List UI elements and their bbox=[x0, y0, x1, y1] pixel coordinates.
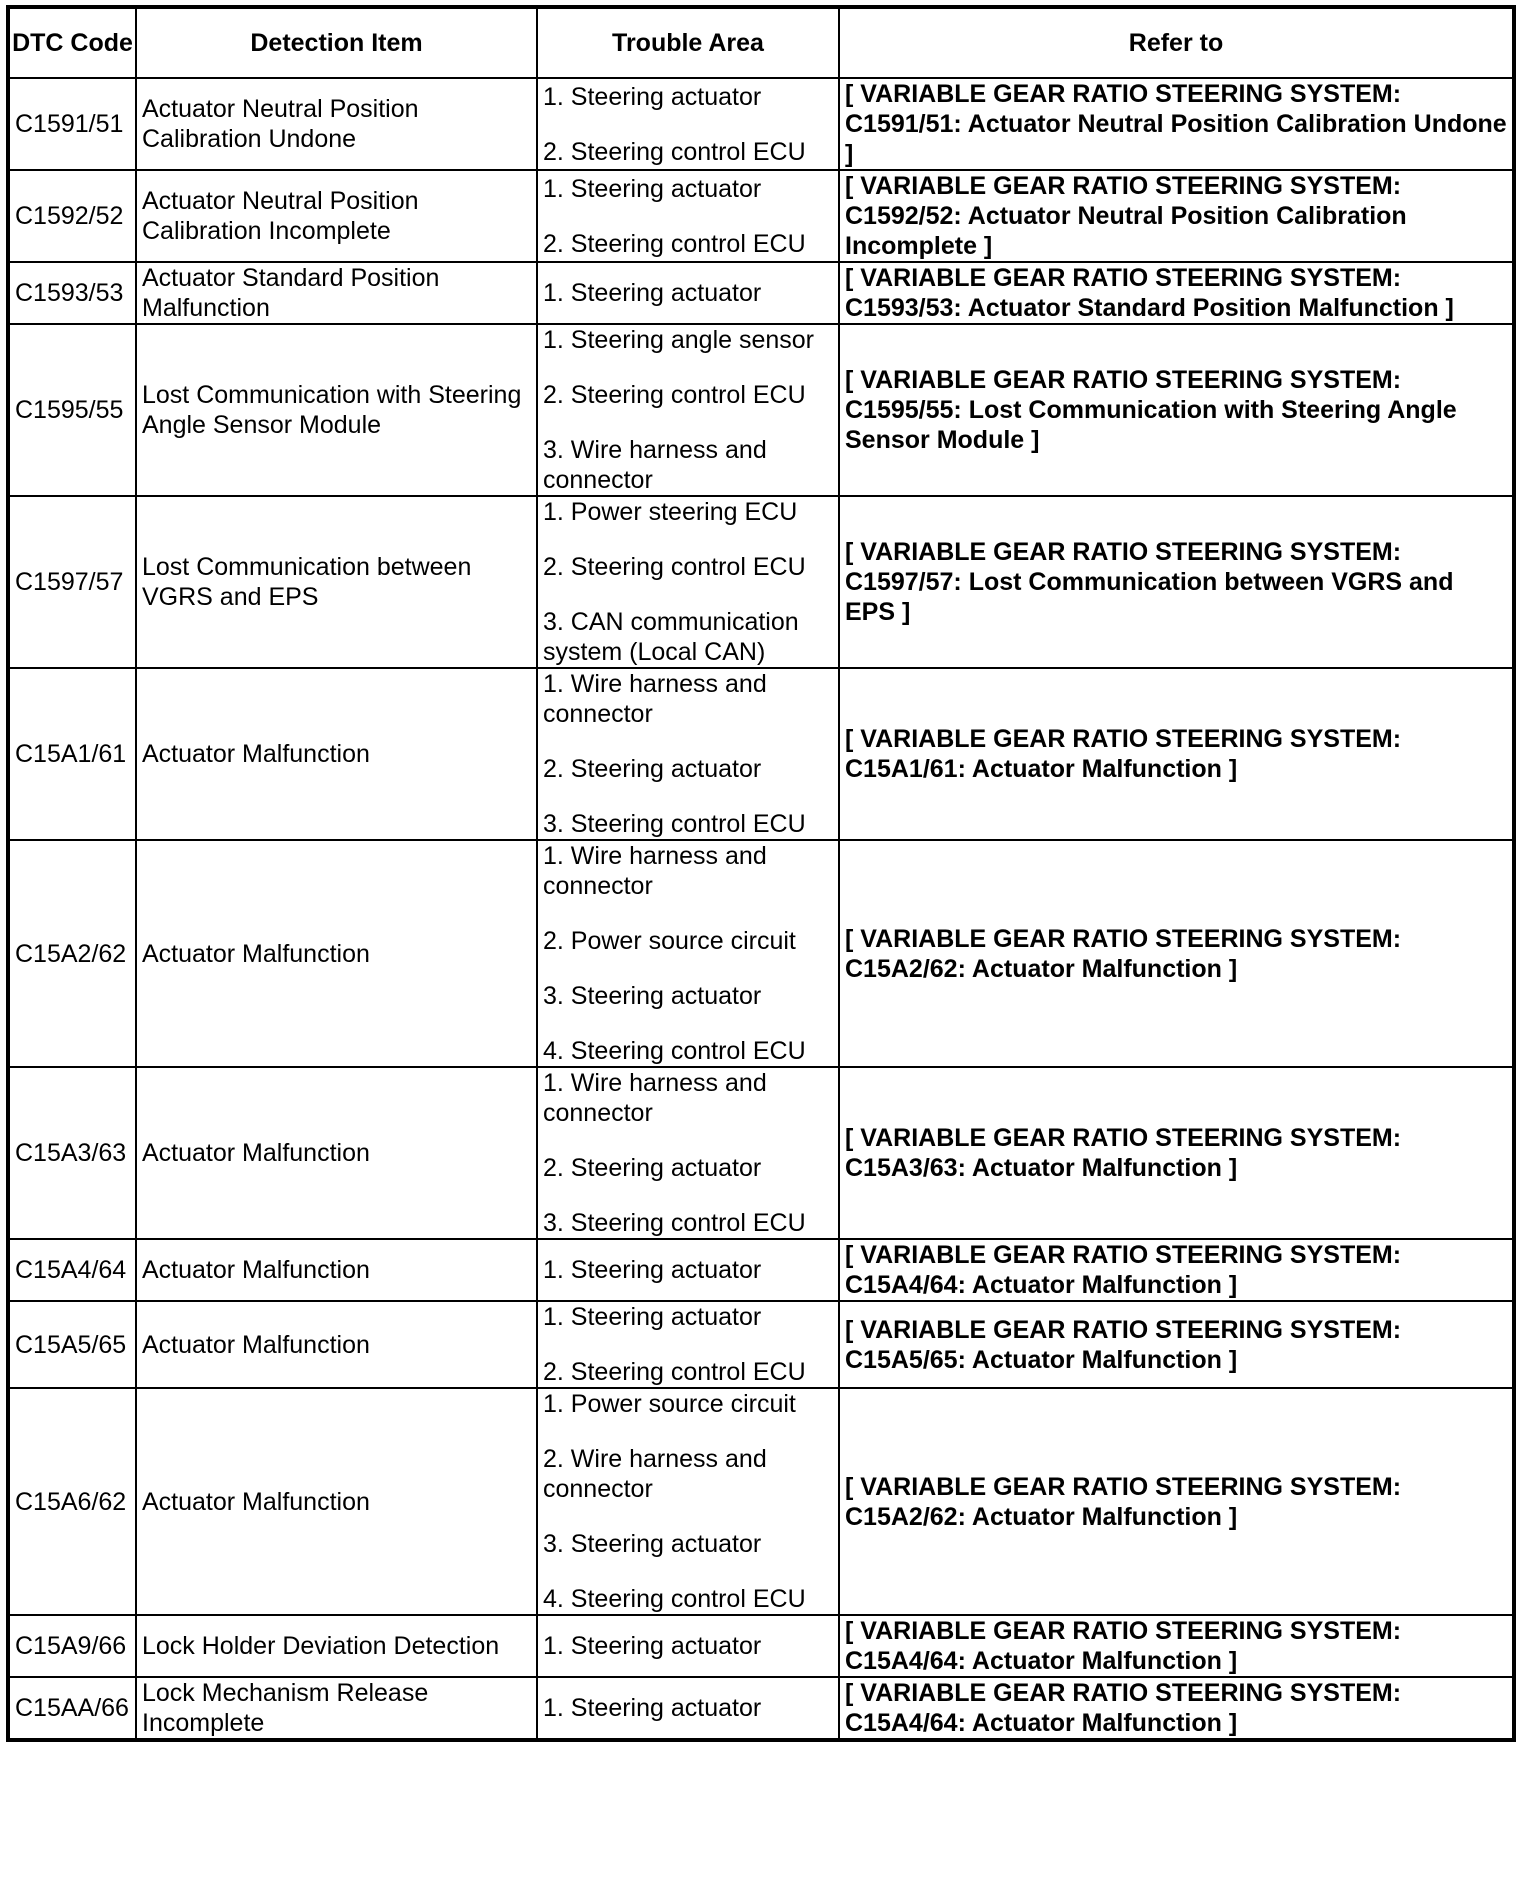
dtc-code-cell: C15A3/63 bbox=[8, 1067, 136, 1239]
refer-to-link[interactable]: [ VARIABLE GEAR RATIO STEERING SYSTEM: C15A4/64: Actuator Malfunction ] bbox=[839, 1677, 1514, 1740]
table-row bbox=[8, 262, 1514, 324]
trouble-area-cell bbox=[537, 262, 839, 324]
dtc-code-cell: C1591/51 bbox=[8, 78, 136, 170]
dtc-code-cell: C15A9/66 bbox=[8, 1615, 136, 1677]
trouble-area-item: 1. Steering actuator bbox=[543, 1694, 762, 1722]
trouble-area-item: 2. Wire harness and connector bbox=[543, 1445, 767, 1503]
trouble-area-item: 2. Power source circuit bbox=[543, 927, 796, 955]
trouble-area-item: 2. Steering control ECU bbox=[543, 1358, 806, 1386]
refer-to-link[interactable]: [ VARIABLE GEAR RATIO STEERING SYSTEM: C1592/52: Actuator Neutral Position Calibration Incomplete ] bbox=[839, 170, 1514, 262]
dtc-code-cell: C15A4/64 bbox=[8, 1239, 136, 1301]
refer-to-link[interactable]: [ VARIABLE GEAR RATIO STEERING SYSTEM: C1591/51: Actuator Neutral Position Calibration Undone ] bbox=[839, 78, 1514, 170]
trouble-area-item: 1. Power steering ECU bbox=[543, 498, 798, 526]
trouble-area-item: 1. Wire harness and connector bbox=[543, 1069, 767, 1127]
trouble-area-item: 3. Steering control ECU bbox=[543, 1209, 806, 1237]
trouble-area-item: 3. CAN communication system (Local CAN) bbox=[543, 608, 799, 666]
trouble-area-cell bbox=[537, 170, 839, 262]
trouble-area-item: 3. Steering control ECU bbox=[543, 810, 806, 838]
table-row bbox=[8, 170, 1514, 262]
trouble-area-item: 3. Steering actuator bbox=[543, 982, 762, 1010]
refer-to-link[interactable]: [ VARIABLE GEAR RATIO STEERING SYSTEM: C15A5/65: Actuator Malfunction ] bbox=[839, 1301, 1514, 1388]
trouble-area-cell bbox=[537, 1067, 839, 1239]
table-row bbox=[8, 1388, 1514, 1615]
trouble-area-item: 1. Steering actuator bbox=[543, 174, 762, 203]
trouble-area-item: 1. Steering angle sensor bbox=[543, 326, 815, 354]
dtc-code-cell: C1592/52 bbox=[8, 170, 136, 262]
trouble-area-cell bbox=[537, 668, 839, 840]
trouble-area-cell bbox=[537, 1615, 839, 1677]
trouble-area-cell bbox=[537, 1388, 839, 1615]
trouble-area-item: 2. Steering actuator bbox=[543, 1154, 762, 1182]
header-dtc-code: DTC Code bbox=[8, 7, 136, 78]
trouble-area-item: 2. Steering control ECU bbox=[543, 229, 806, 258]
trouble-area-item: 1. Steering actuator bbox=[543, 1303, 762, 1331]
table-row bbox=[8, 1677, 1514, 1740]
dtc-code-cell: C1595/55 bbox=[8, 324, 136, 496]
trouble-area-item: 4. Steering control ECU bbox=[543, 1585, 806, 1613]
refer-to-link[interactable]: [ VARIABLE GEAR RATIO STEERING SYSTEM: C15A2/62: Actuator Malfunction ] bbox=[839, 1388, 1514, 1615]
refer-to-link[interactable]: [ VARIABLE GEAR RATIO STEERING SYSTEM: C1597/57: Lost Communication between VGRS and EPS ] bbox=[839, 496, 1514, 668]
detection-item-cell: Actuator Standard Position Malfunction bbox=[136, 262, 537, 324]
table-row bbox=[8, 668, 1514, 840]
refer-to-link[interactable]: [ VARIABLE GEAR RATIO STEERING SYSTEM: C1593/53: Actuator Standard Position Malfunction ] bbox=[839, 262, 1514, 324]
trouble-area-item: 1. Wire harness and connector bbox=[543, 670, 767, 728]
detection-item-cell: Actuator Neutral Position Calibration Incomplete bbox=[136, 170, 537, 262]
trouble-area-item: 1. Steering actuator bbox=[543, 1256, 762, 1284]
table-row bbox=[8, 1615, 1514, 1677]
detection-item-cell: Actuator Malfunction bbox=[136, 1388, 537, 1615]
table-row bbox=[8, 496, 1514, 668]
dtc-code-cell: C15AA/66 bbox=[8, 1677, 136, 1740]
table-row bbox=[8, 840, 1514, 1067]
trouble-area-item: 1. Power source circuit bbox=[543, 1390, 796, 1418]
header-row bbox=[8, 7, 1514, 78]
detection-item-cell: Actuator Malfunction bbox=[136, 668, 537, 840]
trouble-area-item: 1. Steering actuator bbox=[543, 82, 762, 111]
dtc-code-cell: C15A1/61 bbox=[8, 668, 136, 840]
table-body bbox=[8, 78, 1514, 1740]
detection-item-cell: Actuator Malfunction bbox=[136, 840, 537, 1067]
dtc-code-cell: C15A6/62 bbox=[8, 1388, 136, 1615]
detection-item-cell: Actuator Malfunction bbox=[136, 1239, 537, 1301]
header-refer-to: Refer to bbox=[839, 7, 1514, 78]
refer-to-link[interactable]: [ VARIABLE GEAR RATIO STEERING SYSTEM: C15A4/64: Actuator Malfunction ] bbox=[839, 1615, 1514, 1677]
refer-to-link[interactable]: [ VARIABLE GEAR RATIO STEERING SYSTEM: C15A3/63: Actuator Malfunction ] bbox=[839, 1067, 1514, 1239]
trouble-area-item: 2. Steering control ECU bbox=[543, 553, 806, 581]
trouble-area-item: 1. Wire harness and connector bbox=[543, 842, 767, 900]
trouble-area-cell bbox=[537, 1677, 839, 1740]
trouble-area-item: 1. Steering actuator bbox=[543, 279, 762, 307]
table-row bbox=[8, 78, 1514, 170]
detection-item-cell: Lost Communication between VGRS and EPS bbox=[136, 496, 537, 668]
trouble-area-cell bbox=[537, 496, 839, 668]
table-row bbox=[8, 324, 1514, 496]
table-row bbox=[8, 1301, 1514, 1388]
trouble-area-item: 4. Steering control ECU bbox=[543, 1037, 806, 1065]
table-row bbox=[8, 1239, 1514, 1301]
trouble-area-item: 2. Steering control ECU bbox=[543, 381, 806, 409]
detection-item-cell: Actuator Malfunction bbox=[136, 1301, 537, 1388]
dtc-table bbox=[6, 5, 1516, 1742]
trouble-area-item: 1. Steering actuator bbox=[543, 1632, 762, 1660]
refer-to-link[interactable]: [ VARIABLE GEAR RATIO STEERING SYSTEM: C15A2/62: Actuator Malfunction ] bbox=[839, 840, 1514, 1067]
detection-item-cell: Actuator Malfunction bbox=[136, 1067, 537, 1239]
refer-to-link[interactable]: [ VARIABLE GEAR RATIO STEERING SYSTEM: C15A1/61: Actuator Malfunction ] bbox=[839, 668, 1514, 840]
dtc-code-cell: C1593/53 bbox=[8, 262, 136, 324]
trouble-area-cell bbox=[537, 840, 839, 1067]
trouble-area-item: 2. Steering actuator bbox=[543, 755, 762, 783]
trouble-area-item: 2. Steering control ECU bbox=[543, 137, 806, 166]
trouble-area-item: 3. Wire harness and connector bbox=[543, 436, 767, 494]
trouble-area-cell bbox=[537, 324, 839, 496]
trouble-area-cell bbox=[537, 1301, 839, 1388]
dtc-code-cell: C15A5/65 bbox=[8, 1301, 136, 1388]
trouble-area-cell bbox=[537, 78, 839, 170]
detection-item-cell: Lost Communication with Steering Angle Sensor Module bbox=[136, 324, 537, 496]
trouble-area-item: 3. Steering actuator bbox=[543, 1530, 762, 1558]
refer-to-link[interactable]: [ VARIABLE GEAR RATIO STEERING SYSTEM: C1595/55: Lost Communication with Steering Angle Sensor Module ] bbox=[839, 324, 1514, 496]
refer-to-link[interactable]: [ VARIABLE GEAR RATIO STEERING SYSTEM: C15A4/64: Actuator Malfunction ] bbox=[839, 1239, 1514, 1301]
detection-item-cell: Lock Mechanism Release Incomplete bbox=[136, 1677, 537, 1740]
detection-item-cell: Lock Holder Deviation Detection bbox=[136, 1615, 537, 1677]
header-detection-item: Detection Item bbox=[136, 7, 537, 78]
header-trouble-area: Trouble Area bbox=[537, 7, 839, 78]
dtc-code-cell: C15A2/62 bbox=[8, 840, 136, 1067]
dtc-code-cell: C1597/57 bbox=[8, 496, 136, 668]
table-row bbox=[8, 1067, 1514, 1239]
trouble-area-cell bbox=[537, 1239, 839, 1301]
detection-item-cell: Actuator Neutral Position Calibration Undone bbox=[136, 78, 537, 170]
